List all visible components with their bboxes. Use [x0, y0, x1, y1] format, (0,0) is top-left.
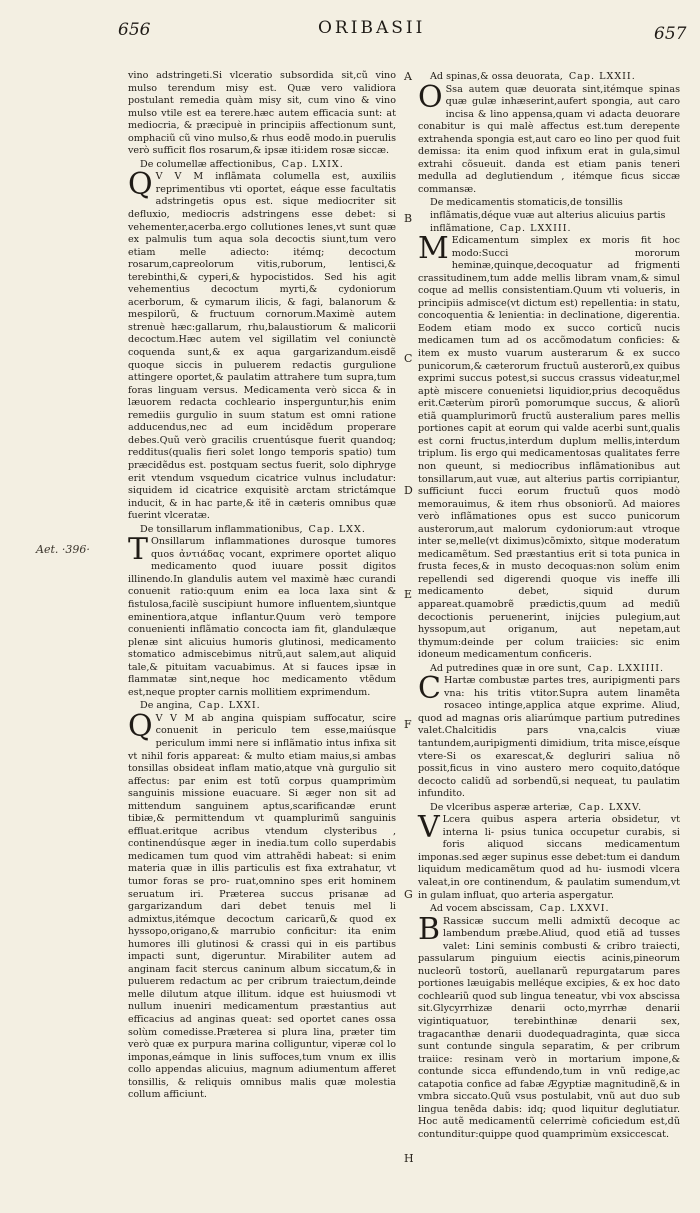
paragraph: O Ssa autem quæ deuorata sint,itémque spinas quæ gulæ inhæserint,aufert spongia, aut caro incisa & lino appensa,quam vi adacta deuorare conabitur is qui malè affectus est.tum derepente extrahenda spongia est,aut caro eo lino per quod fuit demissa: ita enim quod infixum erat in gula,simul extrahi cõsueuit. danda est etiam panis teneri medulla ad deglutiendum , itémque ficus siccæ commansæ. — [418, 79, 680, 195]
drop-cap: T — [128, 532, 149, 568]
chapter-title: Ad vocem abscissam, — [430, 903, 534, 915]
drop-cap: Q — [128, 708, 153, 744]
paragraph: T Onsillarum inflammationes durosque tumores quos ἀντιάδας vocant, exprimere oportet aliquo medicamento quod iuuare possit digitos illinendo.In glandulis autem vel maximè hæc curandi conuenit ratio:quum enim ea loca laxa sint & fistulosa,facilè suscipiunt humore influentem,sìuntque eminentiora,atque inflantur.Quum verò tempore conuenienti inflãmatio concocta iam fit, glandulæque plenæ sint alicuius humoris glutinosi, medicamento stomatico admiscebimus nitrũ,aut salem,aut aliquid tale,& pituitam vacuabimus. At si fauces ipsæ in flammatæ sint,neque hoc medicamento vtẽdum est,neque propter carnis mollitiem exprimendum. — [128, 532, 396, 698]
left-column — [128, 70, 396, 1102]
gutter-letter-g: G — [404, 888, 413, 901]
chapter-number: Cap. LXXII. — [568, 71, 636, 82]
gutter-letter-c: C — [404, 352, 413, 365]
margin-note: Aet. ·396· — [36, 543, 90, 556]
chapter-title: De tonsillarum inflammationibus, — [140, 523, 303, 535]
chapter-title: De columellæ affectionibus, — [140, 158, 276, 170]
paragraph: Q V V M inflãmata columella est, auxiliis reprimentibus vti oportet, eáque esse facultatis adstringetis opus est. sique mediocriter sit defluxio, mediocris adstringens esse debet: si vehementer,acerba.ergo collutiones lenes,vt sunt quæ ex palmulis tum aqua sola decoctis siunt,tum vero etiam melle adiecto: itémq; decoctum rosarum,capreolorum vitis,ruborum, lentisci,& terebinthi,& cyperi,& hypocistidos. Sed his agit vehementius decoctum myrti,& cydoniorum acerborum, & cymarum ilicis, & fagi, balanorum & mespilorũ, & fructuum cornorum.Maximè autem strenuè hæc:gallarum, rhu,balaustiorum & malicorii decoctum.Hæc autem vel sigillatim vel coniunctè coquenda sunt,& ex aqua gargarizandum.eisdẽ quoque siccis in puluerem redactis gurgulione attingere oportet,& paulatim attrahere tum supra,tum foras linguam versus. Medicamenta verò sicca & in læuorem redacta cochleario insperguntur,his enim remediis gurgulio in suum statum est omni ratione adducendus,nec ad eum incidẽdum properare debes.Quũ verò gracilis cruentúsque fuerit quandoq; redditus(qualis fieri solet longo temporis spatio) tum præcidẽdus est. postquam sectus fuerit, solo diphryge erit vtendum vsquedum cicatrice vulnus includatur: siquidem id cicatrice exquisitè arctam strictámque inducit, & in hac parte,& itẽ in cæteris omnibus quæ fuerint vlceratæ. — [128, 167, 396, 522]
chapter-heading — [430, 663, 680, 676]
drop-cap: M — [418, 231, 449, 267]
chapter-heading — [140, 159, 396, 172]
chapter-heading — [430, 903, 680, 916]
chapter-heading — [140, 700, 396, 713]
chapter-title: Ad putredines quæ in ore sunt, — [430, 662, 582, 674]
chapter-number: Cap. LXXVI. — [539, 903, 610, 915]
chapter-title: Ad spinas,& ossa deuorata, — [430, 71, 563, 82]
chapter-heading — [430, 71, 680, 84]
chapter-heading — [430, 197, 680, 235]
chapter-number: Cap. LXIX. — [281, 158, 344, 170]
chapter-heading — [140, 524, 396, 537]
paragraph: C Hartæ combustæ partes tres, auripigmenti pars vna: his tritis vtitor.Supra autem linamẽta rosaceo intinge,applica atque exprime. Aliud, quod ad magnas oris aliarúmque partium putredines valet.Chalcitidis pars vna,calcis viuæ tantundem,auripigmenti dimidium, trita misce,eísque vtere-Si os exarescat,& degluriri saliua nõ possit,ficus in vino austero mero coquito,datóque decocto calidũ ad sorbendũ,si nequeat, tu paulatim infundito. — [418, 671, 680, 800]
chapter-title: De medicamentis stomaticis,de tonsillis inflãmatis,déque vuæ aut alterius alicuius partis inflãmatione, — [430, 197, 666, 234]
paragraph: M Edicamentum simplex ex moris fit hoc modo:Succi mororum heminæ,quinque,decoquatur ad frigmenti crassitudinem,tum adde mellis libram vnam,& simul coque ad mellis consistentiam.Quum vti volueris, in principiis admisce(vt dictum est) repellentia: in statu, concoquentia & lenientia: in declinatione, digerentia. Eodem etiam modo ex succo corticũ nucis medicamen tum ad os accõmodatum conficies: & item ex musto vuarum austerarum & ex succo punicorum,& cæterorum fructuũ austerorũ,ex quibus exprimi succus potest,si succus crassus videatur,mel aptè miscere conuenietsi liquidior,prius decoquẽdus erit.Cæterùm pirorũ pomorumque succus, & aliorũ etiã quamplurimorũ fructũ austeralium pares mellis portiones capit at eorum qui valde acerbi sunt,qualis est corni fructus,interdum duplum mellis,interdum triplum. Iis ergo qui medicamentosas qualitates ferre non queunt, si mediocribus inflãmationibus aut tonsillarum,aut vuæ, aut alterius partis corripiantur, sufficiunt fucci eorum fructuũ quos modò memorauimus, & item rhus obsoniorũ. Ad maiores verò inflãmationes opus est succo punicorum austerorum,aut malorum cydoniorum:aut vtroque inter se,melle(vt diximus)cõmixto, sìtque moderatum medicamẽtum. Sed præstantius erit si tota punica in frusta feces,& in musto decoquas:non solùm enim repellendi sed digerendi quoque vis ineffe illi medicamento debet, siquid durum appareat.quamobrẽ prædictis,quum ad mediũ decoctionis peruenerint, inijcies pulegium,aut hyssopum,aut origanum, aut nepetam,aut thymum:deinde per colum traiicies: sic enim idoneum medicamentum conficeris. — [418, 231, 680, 661]
page-number-right: 657 — [654, 24, 687, 44]
chapter-number: Cap. LXXI. — [198, 700, 261, 712]
page-number-left: 656 — [118, 20, 151, 40]
gutter-letter-b: B — [404, 212, 413, 225]
chapter-number: Cap. LXXIIII. — [587, 662, 665, 674]
gutter-letter-a: A — [404, 70, 412, 83]
paragraph: vino adstringeti.Si vlceratio subsordida sit,cũ vino mulso terendum misy est. Quæ vero validiora postulant remedia quàm misy sit, cum vino & vino mulso vtile est ea terere.hæc autem efficacia sunt: at mediocria, & præcipuè in principiis affectionum sunt, omphaciũ cũ vino mulso,& rhus eodẽ modo.in puerulis verò sufficit flos rosarum,& ipsæ iti:idem rosæ siccæ. — [128, 70, 396, 157]
paragraph: Q V V M ab angina quispiam suffocatur, scire conuenit in periculo tem esse,maiúsque periculum immi nere si inflãmatio intus infixa sit vt nihil foris appareat: & multo etiam maius,si ambas tonsillas obsideat inflam matio,atque vnà gurgulio sit affectus: par enim est totũ corpus quamprimùm sanguinis missione euacuare. Si æger non sit ad mittendum sanguinem aptus,scarificandæ erunt tibiæ,& permittendum vt quamplurimũ sanguinis effluat.eritque acribus vtendum clysteribus , continendúsque æger in inedia.tum collo superdabis medicamen tum quod vim attrahẽdi habeat: si enim materia quæ in illis particulis est fixa extrahatur, vt tumor foras se pro- ruat,omnino spes erit hominem seruatum iri. Præterea succus prisanæ ad gargarizandum dari debet tenuis mel li admixtus,itémque decoctum caricarũ,& quod ex hyssopo,origano,& marrubio conficitur: ita enim humores illi glutinosi & crassi qui in eis partibus impacti sunt, digeruntur. Mirabiliter autem ad anginam facit stercus caninum album siccatum,& in puluerem redactum ac per cribrum traiectum,deinde melle dilutum atque illitum. idque est huiusmodi vt nullum inueniri medicamentum præstantius aut efficacius ad anginas queat: sed oportet canes ossa solùm comedisse.Præterea si plura lina, præter tim verò quæ ex purpura marina colliguntur, viperæ col lo imponas,eámque in linis suffoces,tum vnum ex illis collo appendas alicuius, magnum adiumentum afferet tonsillis, & reliquis omnibus malis quæ molestia collum afficiunt. — [128, 708, 396, 1101]
drop-cap: C — [418, 671, 441, 707]
gutter-letter-f: F — [404, 718, 412, 731]
chapter-number: Cap. LXX. — [308, 523, 366, 535]
chapter-title: De angina, — [140, 700, 193, 712]
chapter-number: Cap. LXXV. — [578, 801, 643, 813]
chapter-number: Cap. LXXIII. — [499, 222, 572, 234]
drop-cap: V — [418, 810, 440, 846]
gutter-letter-d: D — [404, 484, 413, 497]
running-title: ORIBASII — [318, 18, 426, 38]
chapter-heading — [430, 802, 680, 815]
drop-cap: B — [418, 911, 441, 947]
chapter-title: De vlceribus asperæ arteriæ, — [430, 801, 573, 813]
drop-cap: O — [418, 79, 443, 115]
paragraph: V Lcera quibus aspera arteria obsidetur, vt interna li- psius tunica occupetur curabis, si foris aliquod siccans medicamentum imponas.sed æger supinus esse debet:tum ei dandum liquidum medicamẽtum quod ad hu- iusmodi vlcera valeat,in ore continendum, & paulatim sumendum,vt in gulam influat, quo arteria aspergatur. — [418, 810, 680, 901]
gutter-letter-e: E — [404, 588, 413, 601]
page-header — [0, 8, 700, 48]
right-column — [418, 70, 680, 1141]
paragraph: B Rassicæ succum melli admixtũ decoque ac lambendum præbe.Aliud, quod etiã ad tusses valet: Lini seminis combusti & cribro traiecti, passularum pinguium eiectis acinis,pineorum nucleorũ tostorũ, auellanarũ repurgatarum pares portiones læuigabis melléque excipies, & ex hoc dato cochleariũ quod sub lingua teneatur, vbi vox abscissa sit.Glycyrrhizæ denarii octo,myrrhæ denarii vigintiquatuor, terebinthinæ denarii sex, tragacanthæ denarii duodequadraginta, quæ sicca sunt contunde singula separatim, & per cribrum traiice: resinam verò in mortarium impone,& contunde sicca effundendo,tum in vnũ redige,ac catapotia confice ad fabæ Ægyptiæ magnitudinẽ,& in vmbra siccato.Quũ vsus postulabit, vnũ aut duo sub lingua tenẽda dabis: idq; quod liquitur deglutiatur. Hoc autẽ medicamentũ celerrimè coficiedum est,dũ contunditur:quippe quod quamprimùm exsiccescat. — [418, 911, 680, 1140]
gutter-letter-h: H — [404, 1152, 414, 1165]
drop-cap: Q — [128, 167, 153, 203]
